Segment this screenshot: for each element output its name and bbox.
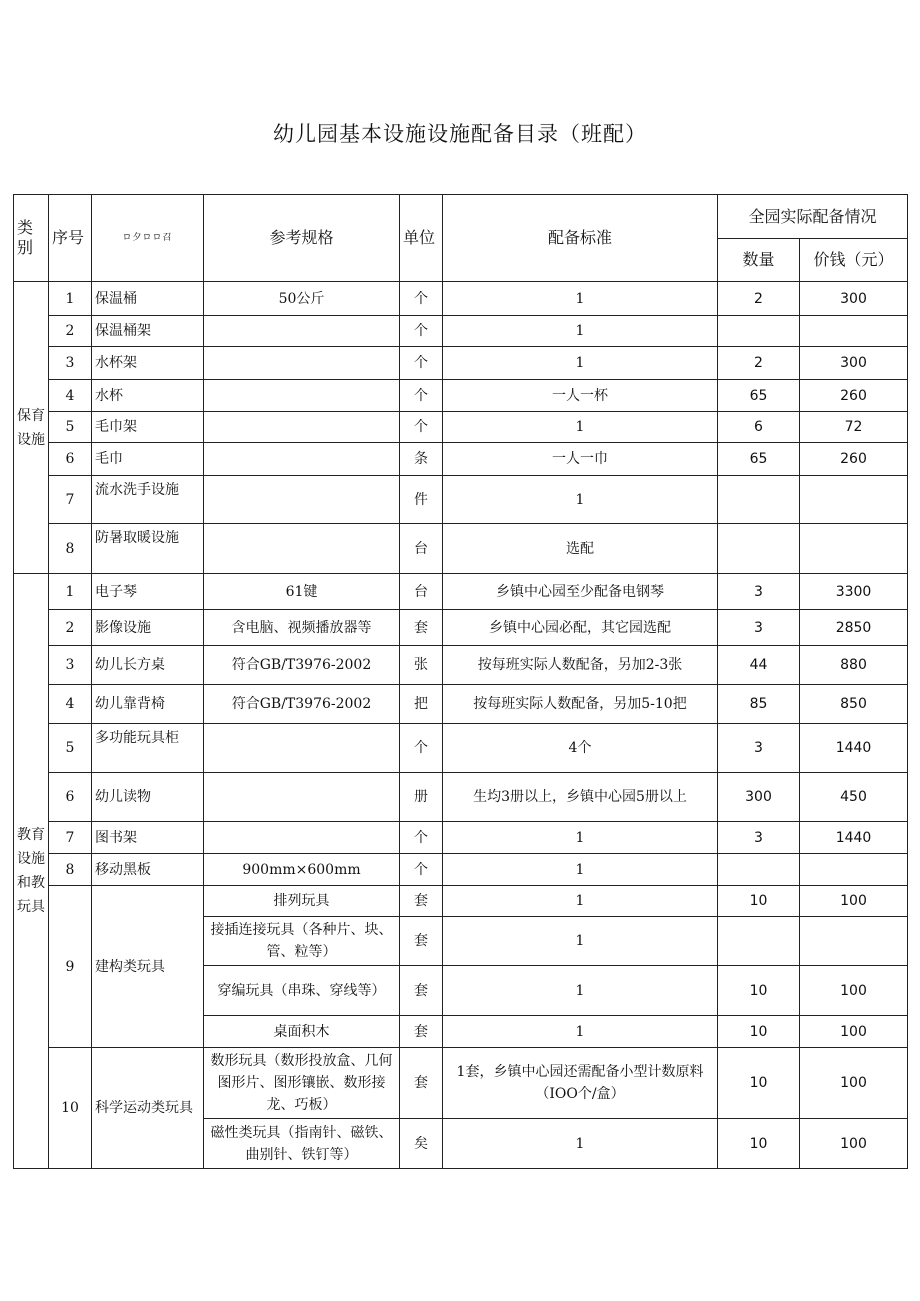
unit-cell: 套 [400,966,443,1016]
qty-cell: 3 [718,822,800,854]
qty-cell: 44 [718,646,800,685]
seq-cell: 2 [49,610,92,646]
price-cell: 260 [800,443,908,476]
price-cell: 100 [800,966,908,1016]
seq-cell: 4 [49,380,92,412]
unit-cell: 套 [400,1016,443,1048]
spec-cell: 900mm×600mm [204,854,400,886]
qty-cell [718,476,800,524]
standard-cell: 1 [443,854,718,886]
header-price: 价钱（元） [800,239,908,282]
table-row [14,282,908,316]
seq-cell: 6 [49,773,92,822]
equipment-table [13,194,908,1169]
name-cell: 科学运动类玩具 [92,1048,204,1169]
price-cell: 2850 [800,610,908,646]
price-cell [800,854,908,886]
table-row [14,476,908,524]
unit-cell: 套 [400,886,443,917]
unit-cell: 个 [400,282,443,316]
spec-cell: 接插连接玩具（各种片、块、管、粒等） [204,917,400,966]
seq-cell: 1 [49,574,92,610]
name-cell: 电子琴 [92,574,204,610]
price-cell: 1440 [800,822,908,854]
spec-cell: 符合GB/T3976-2002 [204,685,400,724]
price-cell: 300 [800,347,908,380]
table-row [14,347,908,380]
spec-cell: 数形玩具（数形投放盒、几何图形片、图形镶嵌、数形接龙、巧板） [204,1048,400,1119]
qty-cell: 10 [718,886,800,917]
qty-cell: 10 [718,1016,800,1048]
qty-cell: 3 [718,610,800,646]
unit-cell: 个 [400,316,443,347]
standard-cell: 一人一杯 [443,380,718,412]
header-standard: 配备标准 [443,195,718,282]
qty-cell: 65 [718,380,800,412]
category-care: 保育设施 [14,282,49,574]
price-cell: 450 [800,773,908,822]
unit-cell: 个 [400,822,443,854]
unit-cell: 个 [400,854,443,886]
qty-cell: 10 [718,966,800,1016]
standard-cell: 1 [443,1016,718,1048]
standard-cell: 1 [443,412,718,443]
standard-cell: 1 [443,1119,718,1169]
header-spec: 参考规格 [204,195,400,282]
unit-cell: 张 [400,646,443,685]
price-cell: 100 [800,1016,908,1048]
table-row [14,412,908,443]
spec-cell [204,773,400,822]
standard-cell: 1 [443,316,718,347]
spec-cell [204,524,400,574]
name-cell: 水杯 [92,380,204,412]
name-cell: 保温桶架 [92,316,204,347]
qty-cell: 65 [718,443,800,476]
name-cell: 水杯架 [92,347,204,380]
table-row [14,646,908,685]
seq-cell: 7 [49,476,92,524]
standard-cell: 1 [443,822,718,854]
qty-cell [718,316,800,347]
spec-cell [204,347,400,380]
seq-cell: 9 [49,886,92,1048]
header-qty: 数量 [718,239,800,282]
page-title: 幼儿园基本设施设施配备目录（班配） [273,122,647,146]
unit-cell: 矣 [400,1119,443,1169]
standard-cell: 1 [443,347,718,380]
name-cell: 幼儿读物 [92,773,204,822]
qty-cell: 3 [718,724,800,773]
spec-cell [204,316,400,347]
price-cell: 3300 [800,574,908,610]
spec-cell: 磁性类玩具（指南针、磁铁、曲别针、铁钉等） [204,1119,400,1169]
seq-cell: 8 [49,524,92,574]
name-cell: 防暑取暖设施 [92,524,204,574]
qty-cell [718,917,800,966]
name-cell: 建构类玩具 [92,886,204,1048]
seq-cell: 1 [49,282,92,316]
qty-cell: 300 [718,773,800,822]
spec-cell [204,443,400,476]
table-row [14,574,908,610]
spec-cell: 50公斤 [204,282,400,316]
seq-cell: 4 [49,685,92,724]
table-row [14,854,908,886]
name-cell: 幼儿长方桌 [92,646,204,685]
spec-cell: 61键 [204,574,400,610]
standard-cell: 按每班实际人数配备，另加2-3张 [443,646,718,685]
name-cell: 图书架 [92,822,204,854]
table-row [14,316,908,347]
spec-cell: 符合GB/T3976-2002 [204,646,400,685]
unit-cell: 套 [400,917,443,966]
standard-cell: 1 [443,886,718,917]
standard-cell: 1 [443,282,718,316]
unit-cell: 台 [400,574,443,610]
seq-cell: 10 [49,1048,92,1169]
table-row [14,773,908,822]
spec-cell [204,822,400,854]
unit-cell: 把 [400,685,443,724]
standard-cell: 选配 [443,524,718,574]
price-cell: 72 [800,412,908,443]
seq-cell: 3 [49,347,92,380]
qty-cell: 2 [718,282,800,316]
price-cell [800,316,908,347]
standard-cell: 生均3册以上，乡镇中心园5册以上 [443,773,718,822]
table-row [14,380,908,412]
seq-cell: 6 [49,443,92,476]
price-cell: 1440 [800,724,908,773]
price-cell [800,917,908,966]
header-unit: 单位 [400,195,443,282]
unit-cell: 条 [400,443,443,476]
seq-cell: 3 [49,646,92,685]
price-cell [800,524,908,574]
spec-cell: 排列玩具 [204,886,400,917]
qty-cell [718,854,800,886]
spec-cell [204,476,400,524]
unit-cell: 台 [400,524,443,574]
spec-cell: 穿编玩具（串珠、穿线等） [204,966,400,1016]
standard-cell: 乡镇中心园至少配备电钢琴 [443,574,718,610]
table-row [14,610,908,646]
spec-cell [204,412,400,443]
name-cell: 毛巾架 [92,412,204,443]
name-cell: 移动黑板 [92,854,204,886]
table-row [14,886,908,917]
standard-cell: 1 [443,917,718,966]
name-cell: 幼儿靠背椅 [92,685,204,724]
qty-cell: 10 [718,1048,800,1119]
seq-cell: 5 [49,412,92,443]
table-row [14,822,908,854]
name-cell: 多功能玩具柜 [92,724,204,773]
spec-cell [204,380,400,412]
table-row [14,685,908,724]
seq-cell: 8 [49,854,92,886]
qty-cell: 3 [718,574,800,610]
table-row [14,1048,908,1119]
standard-cell: 4个 [443,724,718,773]
qty-cell: 10 [718,1119,800,1169]
standard-cell: 1套，乡镇中心园还需配备小型计数原料（IOO个/盒） [443,1048,718,1119]
price-cell: 100 [800,1048,908,1119]
price-cell: 260 [800,380,908,412]
name-cell: 保温桶 [92,282,204,316]
header-actual: 全园实际配备情况 [718,195,908,239]
header-row [14,195,908,239]
unit-cell: 个 [400,380,443,412]
standard-cell: 1 [443,476,718,524]
price-cell: 850 [800,685,908,724]
standard-cell: 一人一巾 [443,443,718,476]
standard-cell: 乡镇中心园必配，其它园选配 [443,610,718,646]
unit-cell: 套 [400,610,443,646]
qty-cell: 2 [718,347,800,380]
qty-cell [718,524,800,574]
qty-cell: 85 [718,685,800,724]
header-seq: 序号 [49,195,92,282]
spec-cell: 含电脑、视频播放器等 [204,610,400,646]
seq-cell: 5 [49,724,92,773]
category-edu: 教育设施和教玩具 [14,574,49,1169]
header-category: 类别 [14,195,49,282]
unit-cell: 个 [400,724,443,773]
unit-cell: 个 [400,412,443,443]
table-row [14,524,908,574]
qty-cell: 6 [718,412,800,443]
name-cell: 流水洗手设施 [92,476,204,524]
unit-cell: 套 [400,1048,443,1119]
table-row [14,443,908,476]
seq-cell: 7 [49,822,92,854]
unit-cell: 册 [400,773,443,822]
unit-cell: 件 [400,476,443,524]
standard-cell: 按每班实际人数配备，另加5-10把 [443,685,718,724]
name-cell: 毛巾 [92,443,204,476]
price-cell: 300 [800,282,908,316]
table-row [14,724,908,773]
spec-cell: 桌面积木 [204,1016,400,1048]
price-cell [800,476,908,524]
standard-cell: 1 [443,966,718,1016]
price-cell: 880 [800,646,908,685]
name-cell: 影像设施 [92,610,204,646]
price-cell: 100 [800,886,908,917]
price-cell: 100 [800,1119,908,1169]
seq-cell: 2 [49,316,92,347]
header-name: ロ夕ロロ召 [92,195,204,282]
unit-cell: 个 [400,347,443,380]
spec-cell [204,724,400,773]
